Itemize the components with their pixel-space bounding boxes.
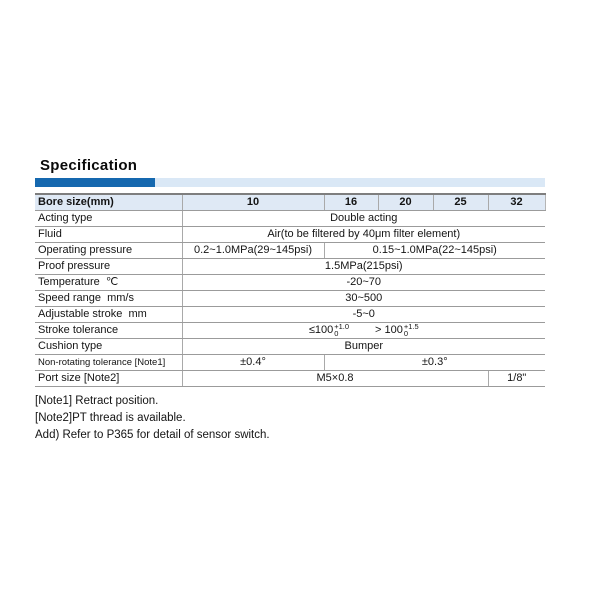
row-label: Temperature ℃ bbox=[35, 275, 182, 291]
specification-table bbox=[35, 193, 546, 387]
spec-value: 0.2~1.0MPa(29~145psi) bbox=[182, 243, 324, 259]
spec-value: Double acting bbox=[182, 211, 545, 227]
spec-value: 0.15~1.0MPa(22~145psi) bbox=[324, 243, 545, 259]
spec-sheet bbox=[35, 157, 545, 444]
tolerance-sup-sub: +1.5 0 bbox=[403, 322, 419, 339]
note-line: [Note1] Retract position. bbox=[35, 395, 159, 407]
bore-size-header: Bore size(mm) bbox=[35, 194, 182, 211]
note-line: [Note2]PT thread is available. bbox=[35, 412, 186, 424]
row-label: Port size [Note2] bbox=[35, 371, 182, 387]
row-label: Adjustable stroke mm bbox=[35, 307, 182, 323]
spec-value: 30~500 bbox=[182, 291, 545, 307]
table-row bbox=[35, 323, 545, 339]
row-label: Fluid bbox=[35, 227, 182, 243]
title-underline-track bbox=[35, 178, 545, 187]
note-line: Add) Refer to P365 for detail of sensor switch. bbox=[35, 429, 270, 441]
spec-value: Bumper bbox=[182, 339, 545, 355]
table-row bbox=[35, 291, 545, 307]
table-row bbox=[35, 227, 545, 243]
page-title: Specification bbox=[40, 157, 138, 174]
table-row bbox=[35, 307, 545, 323]
spec-value: M5×0.8 bbox=[182, 371, 488, 387]
table-row bbox=[35, 339, 545, 355]
table-row bbox=[35, 355, 545, 371]
spec-value: 1/8" bbox=[488, 371, 545, 387]
row-label: Cushion type bbox=[35, 339, 182, 355]
spec-value: ±0.4° bbox=[182, 355, 324, 371]
spec-value: Air(to be filtered by 40μm filter element) bbox=[182, 227, 545, 243]
spec-value: 1.5MPa(215psi) bbox=[182, 259, 545, 275]
table-row bbox=[35, 211, 545, 227]
table-row bbox=[35, 259, 545, 275]
table-row bbox=[35, 243, 545, 259]
spec-value: ±0.3° bbox=[324, 355, 545, 371]
tolerance-value: ≤100 +1.0 0 bbox=[308, 322, 350, 339]
tolerance-sup-sub: +1.0 0 bbox=[334, 322, 350, 339]
row-label: Proof pressure bbox=[35, 259, 182, 275]
row-label: Acting type bbox=[35, 211, 182, 227]
table-header-row bbox=[35, 194, 545, 211]
row-label: Speed range mm/s bbox=[35, 291, 182, 307]
tolerance-value: > 100 +1.5 0 bbox=[375, 322, 419, 339]
table-row bbox=[35, 371, 545, 387]
row-label: Non-rotating tolerance [Note1] bbox=[35, 355, 182, 371]
col-header-10: 10 bbox=[182, 194, 324, 211]
col-header-25: 25 bbox=[433, 194, 488, 211]
col-header-16: 16 bbox=[324, 194, 378, 211]
col-header-32: 32 bbox=[488, 194, 545, 211]
title-underline-accent bbox=[35, 178, 155, 187]
spec-value: -20~70 bbox=[182, 275, 545, 291]
col-header-20: 20 bbox=[378, 194, 433, 211]
table-row bbox=[35, 275, 545, 291]
notes-block bbox=[35, 393, 545, 444]
spec-value: -5~0 bbox=[182, 307, 545, 323]
spec-value bbox=[182, 323, 545, 339]
row-label: Stroke tolerance bbox=[35, 323, 182, 339]
row-label: Operating pressure bbox=[35, 243, 182, 259]
